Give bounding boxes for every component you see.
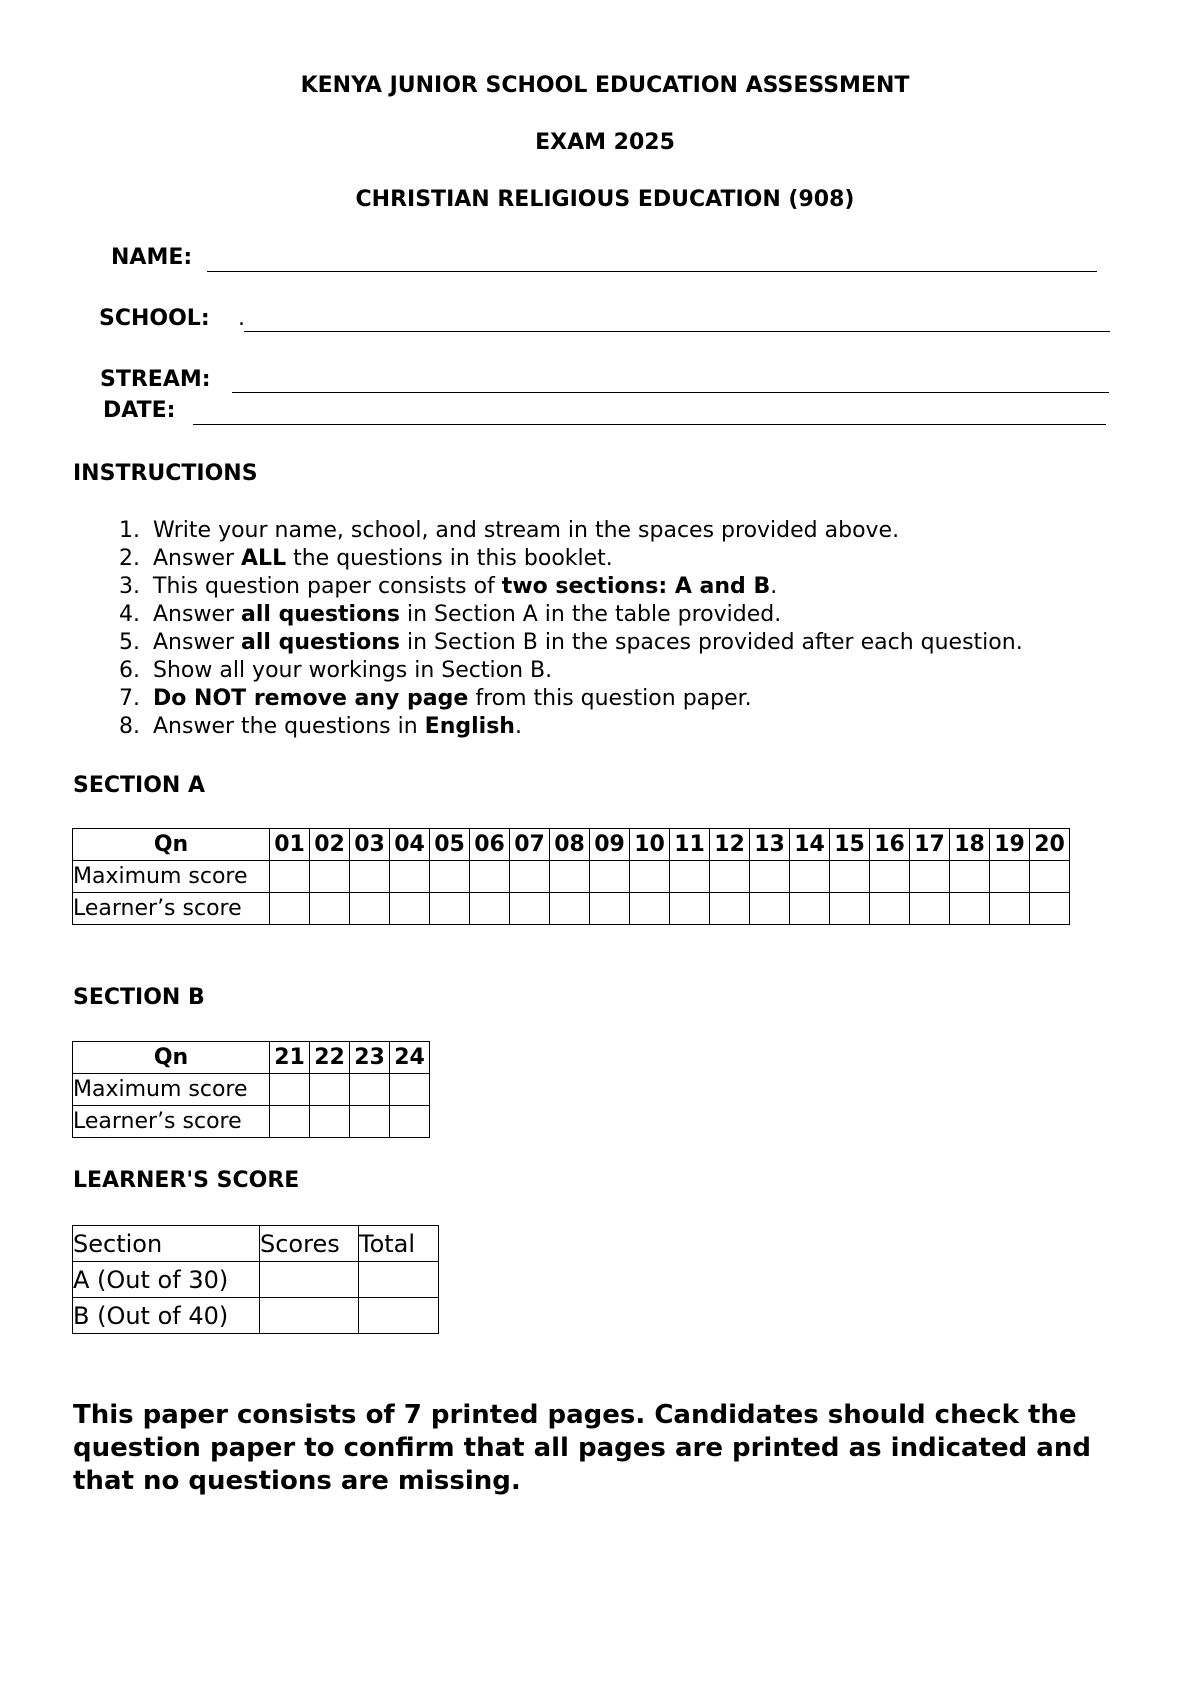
max-score-cell-09[interactable] — [590, 861, 630, 893]
instruction-item: 7. Do NOT remove any page from this question paper. — [147, 685, 1183, 713]
learner-score-cell-16[interactable] — [870, 893, 910, 925]
learner-score-cell-06[interactable] — [470, 893, 510, 925]
max-score-cell-10[interactable] — [630, 861, 670, 893]
school-label: SCHOOL: — [99, 306, 210, 331]
learner-score-cell-19[interactable] — [990, 893, 1030, 925]
section-a-heading: SECTION A — [73, 773, 206, 798]
max-score-cell-22[interactable] — [310, 1074, 350, 1106]
question-number-11: 11 — [670, 829, 710, 861]
learner-score-cell-12[interactable] — [710, 893, 750, 925]
max-score-cell-20[interactable] — [1030, 861, 1070, 893]
learner-score-table — [72, 1225, 439, 1334]
school-field[interactable] — [244, 331, 1110, 332]
learner-score-cell-21[interactable] — [270, 1106, 310, 1138]
instruction-item: 4. Answer all questions in Section A in the table provided. — [147, 601, 1183, 629]
section-a-max-row — [73, 861, 1070, 893]
col-scores: Scores — [260, 1226, 359, 1262]
max-score-cell-02[interactable] — [310, 861, 350, 893]
learner-score-cell-23[interactable] — [350, 1106, 390, 1138]
instruction-item: 2. Answer ALL the questions in this booklet. — [147, 545, 1183, 573]
question-number-09: 09 — [590, 829, 630, 861]
instructions-heading: INSTRUCTIONS — [73, 461, 258, 486]
max-score-cell-11[interactable] — [670, 861, 710, 893]
instruction-item: 5. Answer all questions in Section B in the spaces provided after each question. — [147, 629, 1183, 657]
max-score-cell-23[interactable] — [350, 1074, 390, 1106]
learner-score-cell-14[interactable] — [790, 893, 830, 925]
section-b-header-row — [73, 1042, 430, 1074]
section-a-scores-cell[interactable] — [260, 1262, 359, 1298]
section-b-table-wrap — [72, 1041, 430, 1138]
learner-score-cell-09[interactable] — [590, 893, 630, 925]
max-score-cell-12[interactable] — [710, 861, 750, 893]
max-score-cell-04[interactable] — [390, 861, 430, 893]
question-number-10: 10 — [630, 829, 670, 861]
question-number-12: 12 — [710, 829, 750, 861]
question-number-14: 14 — [790, 829, 830, 861]
question-number-01: 01 — [270, 829, 310, 861]
learner-score-cell-24[interactable] — [390, 1106, 430, 1138]
col-section: Section — [73, 1226, 260, 1262]
question-number-24: 24 — [390, 1042, 430, 1074]
question-number-19: 19 — [990, 829, 1030, 861]
instruction-item: 1. Write your name, school, and stream in the spaces provided above. — [147, 517, 1183, 545]
row-label: Maximum score — [73, 1074, 270, 1106]
row-label: Maximum score — [73, 861, 270, 893]
section-a-label: A (Out of 30) — [73, 1262, 260, 1298]
question-number-13: 13 — [750, 829, 790, 861]
row-label: Learner’s score — [73, 893, 270, 925]
question-number-02: 02 — [310, 829, 350, 861]
learner-score-cell-01[interactable] — [270, 893, 310, 925]
max-score-cell-03[interactable] — [350, 861, 390, 893]
section-a-total-cell[interactable] — [359, 1262, 439, 1298]
learner-score-cell-03[interactable] — [350, 893, 390, 925]
max-score-cell-14[interactable] — [790, 861, 830, 893]
max-score-cell-13[interactable] — [750, 861, 790, 893]
learner-score-heading: LEARNER'S SCORE — [73, 1168, 300, 1193]
date-field[interactable] — [193, 424, 1106, 425]
max-score-cell-08[interactable] — [550, 861, 590, 893]
instructions-list-container — [73, 517, 1183, 741]
footer-note: This paper consists of 7 printed pages. Candidates should check the question paper to confirm that all pages are printed as indicated and that no questions are missing. — [73, 1400, 1091, 1496]
learner-score-cell-08[interactable] — [550, 893, 590, 925]
exam-year: EXAM 2025 — [535, 130, 675, 155]
learner-score-cell-11[interactable] — [670, 893, 710, 925]
question-number-07: 07 — [510, 829, 550, 861]
instruction-item: 3. This question paper consists of two sections: A and B. — [147, 573, 1183, 601]
max-score-cell-01[interactable] — [270, 861, 310, 893]
section-b-scores-cell[interactable] — [260, 1298, 359, 1334]
section-b-heading: SECTION B — [73, 985, 205, 1010]
stream-field[interactable] — [232, 392, 1109, 393]
max-score-cell-18[interactable] — [950, 861, 990, 893]
max-score-cell-16[interactable] — [870, 861, 910, 893]
qn-label: Qn — [73, 829, 270, 861]
learner-score-header-row — [73, 1226, 439, 1262]
question-number-16: 16 — [870, 829, 910, 861]
stream-label: STREAM: — [100, 367, 211, 392]
school-dot: . — [238, 306, 245, 331]
max-score-cell-21[interactable] — [270, 1074, 310, 1106]
row-label: Learner’s score — [73, 1106, 270, 1138]
max-score-cell-05[interactable] — [430, 861, 470, 893]
max-score-cell-07[interactable] — [510, 861, 550, 893]
question-number-08: 08 — [550, 829, 590, 861]
name-field[interactable] — [207, 271, 1097, 272]
section-a-table — [72, 828, 1070, 925]
question-number-03: 03 — [350, 829, 390, 861]
qn-label: Qn — [73, 1042, 270, 1074]
section-b-label: B (Out of 40) — [73, 1298, 260, 1334]
learner-score-cell-13[interactable] — [750, 893, 790, 925]
subject-title: CHRISTIAN RELIGIOUS EDUCATION (908) — [355, 187, 855, 212]
question-number-20: 20 — [1030, 829, 1070, 861]
learner-score-table-wrap — [72, 1225, 439, 1334]
learner-score-cell-04[interactable] — [390, 893, 430, 925]
learner-score-cell-15[interactable] — [830, 893, 870, 925]
date-label: DATE: — [103, 398, 176, 423]
question-number-04: 04 — [390, 829, 430, 861]
section-a-header-row — [73, 829, 1070, 861]
question-number-17: 17 — [910, 829, 950, 861]
section-b-learner-row — [73, 1106, 430, 1138]
question-number-21: 21 — [270, 1042, 310, 1074]
max-score-cell-24[interactable] — [390, 1074, 430, 1106]
learner-score-cell-02[interactable] — [310, 893, 350, 925]
section-b-total-cell[interactable] — [359, 1298, 439, 1334]
question-number-06: 06 — [470, 829, 510, 861]
instruction-item: 8. Answer the questions in English. — [147, 713, 1183, 741]
section-a-learner-row — [73, 893, 1070, 925]
learner-score-row — [73, 1262, 439, 1298]
instruction-item: 6. Show all your workings in Section B. — [147, 657, 1183, 685]
section-b-table — [72, 1041, 430, 1138]
name-label: NAME: — [111, 245, 193, 270]
learner-score-cell-18[interactable] — [950, 893, 990, 925]
section-b-max-row — [73, 1074, 430, 1106]
learner-score-cell-10[interactable] — [630, 893, 670, 925]
max-score-cell-06[interactable] — [470, 861, 510, 893]
learner-score-cell-22[interactable] — [310, 1106, 350, 1138]
assessment-title: KENYA JUNIOR SCHOOL EDUCATION ASSESSMENT — [300, 73, 910, 98]
learner-score-row — [73, 1298, 439, 1334]
instructions-list — [73, 517, 1183, 741]
question-number-22: 22 — [310, 1042, 350, 1074]
max-score-cell-15[interactable] — [830, 861, 870, 893]
learner-score-cell-05[interactable] — [430, 893, 470, 925]
question-number-23: 23 — [350, 1042, 390, 1074]
section-a-table-wrap — [72, 828, 1070, 925]
question-number-15: 15 — [830, 829, 870, 861]
question-number-18: 18 — [950, 829, 990, 861]
learner-score-cell-20[interactable] — [1030, 893, 1070, 925]
learner-score-cell-07[interactable] — [510, 893, 550, 925]
question-number-05: 05 — [430, 829, 470, 861]
max-score-cell-17[interactable] — [910, 861, 950, 893]
learner-score-cell-17[interactable] — [910, 893, 950, 925]
max-score-cell-19[interactable] — [990, 861, 1030, 893]
col-total: Total — [359, 1226, 439, 1262]
